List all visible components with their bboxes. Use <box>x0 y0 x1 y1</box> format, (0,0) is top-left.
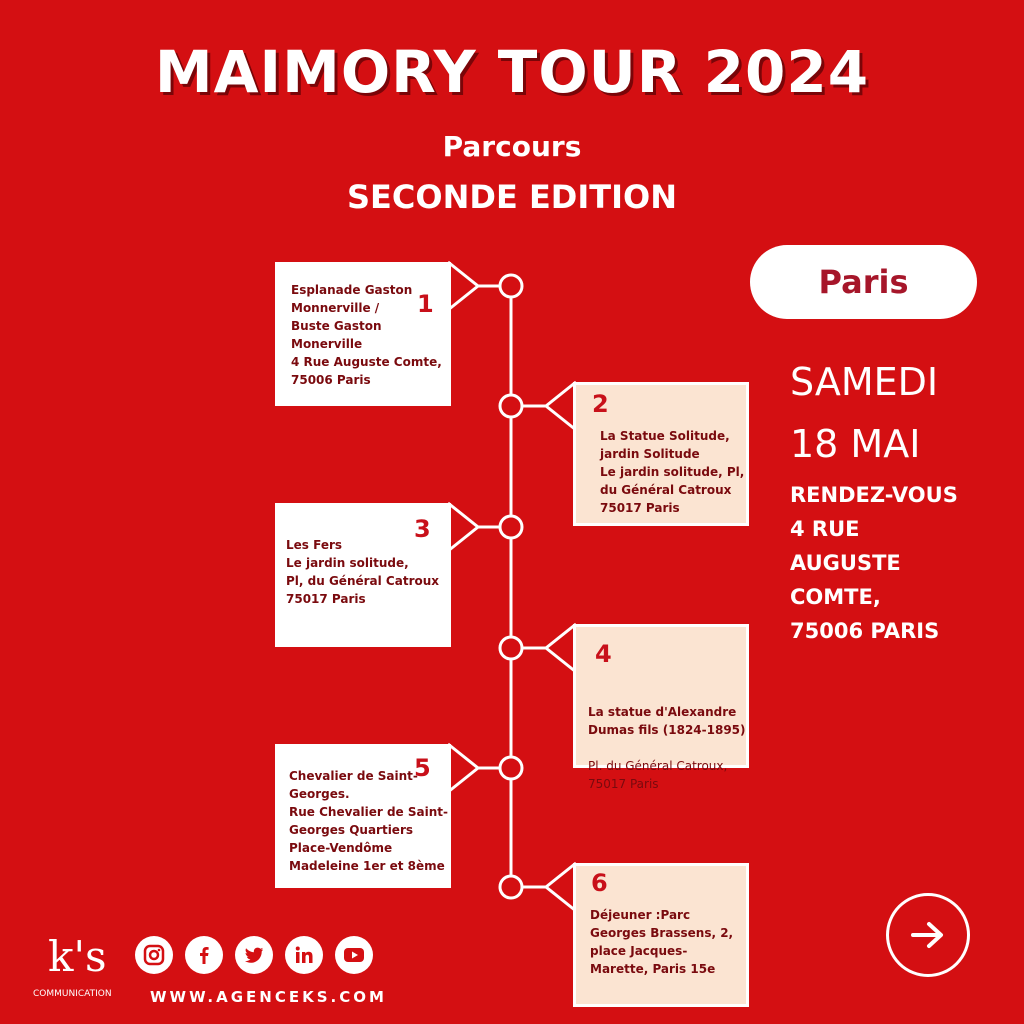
timeline-node <box>500 876 522 898</box>
stop-details <box>588 685 750 811</box>
stop-number: 4 <box>595 640 612 668</box>
stop-details: La Statue Solitude, jardin Solitude Le jardin solitude, Pl, du Général Catroux 75017 Paris <box>600 429 745 515</box>
edition-label: SECONDE EDITION <box>347 178 677 216</box>
stop-details: Les Fers Le jardin solitude, Pl, du Général Catroux 75017 Paris <box>286 538 440 606</box>
city-badge: Paris <box>750 245 977 319</box>
stop-card-2 <box>573 382 749 526</box>
timeline-node <box>500 516 522 538</box>
event-day: SAMEDI <box>790 360 939 404</box>
timeline-node <box>500 637 522 659</box>
instagram-icon[interactable] <box>135 936 173 974</box>
stop-details: Esplanade Gaston Monnerville / Buste Gaston Monerville 4 Rue Auguste Comte, 75006 Paris <box>291 283 442 387</box>
logo-text: k's <box>48 932 107 981</box>
arrow-right-icon <box>910 920 946 950</box>
stop-card-3 <box>275 503 451 647</box>
stop-details: Déjeuner :Parc Georges Brassens, 2, place Jacques- Marette, Paris 15e <box>590 908 734 976</box>
stop-number: 3 <box>414 515 431 543</box>
timeline-node <box>500 275 522 297</box>
event-date: 18 MAI <box>790 422 921 466</box>
website-link[interactable]: WWW.AGENCEKS.COM <box>150 988 387 1006</box>
company-logo <box>33 932 112 999</box>
timeline-node <box>500 395 522 417</box>
poster-title: MAIMORY TOUR 2024 <box>154 38 870 106</box>
timeline-node <box>500 757 522 779</box>
stop-address: Pl. du Général Catroux, 75017 Paris <box>588 759 728 791</box>
rendezvous-address: RENDEZ-VOUS 4 RUE AUGUSTE COMTE, 75006 PARIS <box>790 483 958 643</box>
youtube-icon[interactable] <box>335 936 373 974</box>
stop-card-4 <box>573 624 749 791</box>
stop-details: Chevalier de Saint- Georges. Rue Chevalier de Saint- Georges Quartiers Place-Vendôme Madeleine 1er et 8ème <box>289 769 448 873</box>
social-links <box>135 936 373 974</box>
stop-number: 1 <box>417 290 434 318</box>
stop-card-1 <box>275 262 451 406</box>
poster-subtitle: Parcours <box>442 130 582 163</box>
stop-card-5 <box>275 744 451 888</box>
facebook-icon[interactable] <box>185 936 223 974</box>
stop-number: 6 <box>591 869 608 897</box>
twitter-icon[interactable] <box>235 936 273 974</box>
stop-number: 5 <box>414 754 431 782</box>
linkedin-icon[interactable] <box>285 936 323 974</box>
stop-title: La statue d'Alexandre Dumas fils (1824-1895) <box>588 705 746 737</box>
logo-subtitle: COMMUNICATION <box>33 989 112 999</box>
stop-card-6 <box>573 863 749 1007</box>
next-button[interactable] <box>886 893 970 977</box>
stop-number: 2 <box>592 390 609 418</box>
